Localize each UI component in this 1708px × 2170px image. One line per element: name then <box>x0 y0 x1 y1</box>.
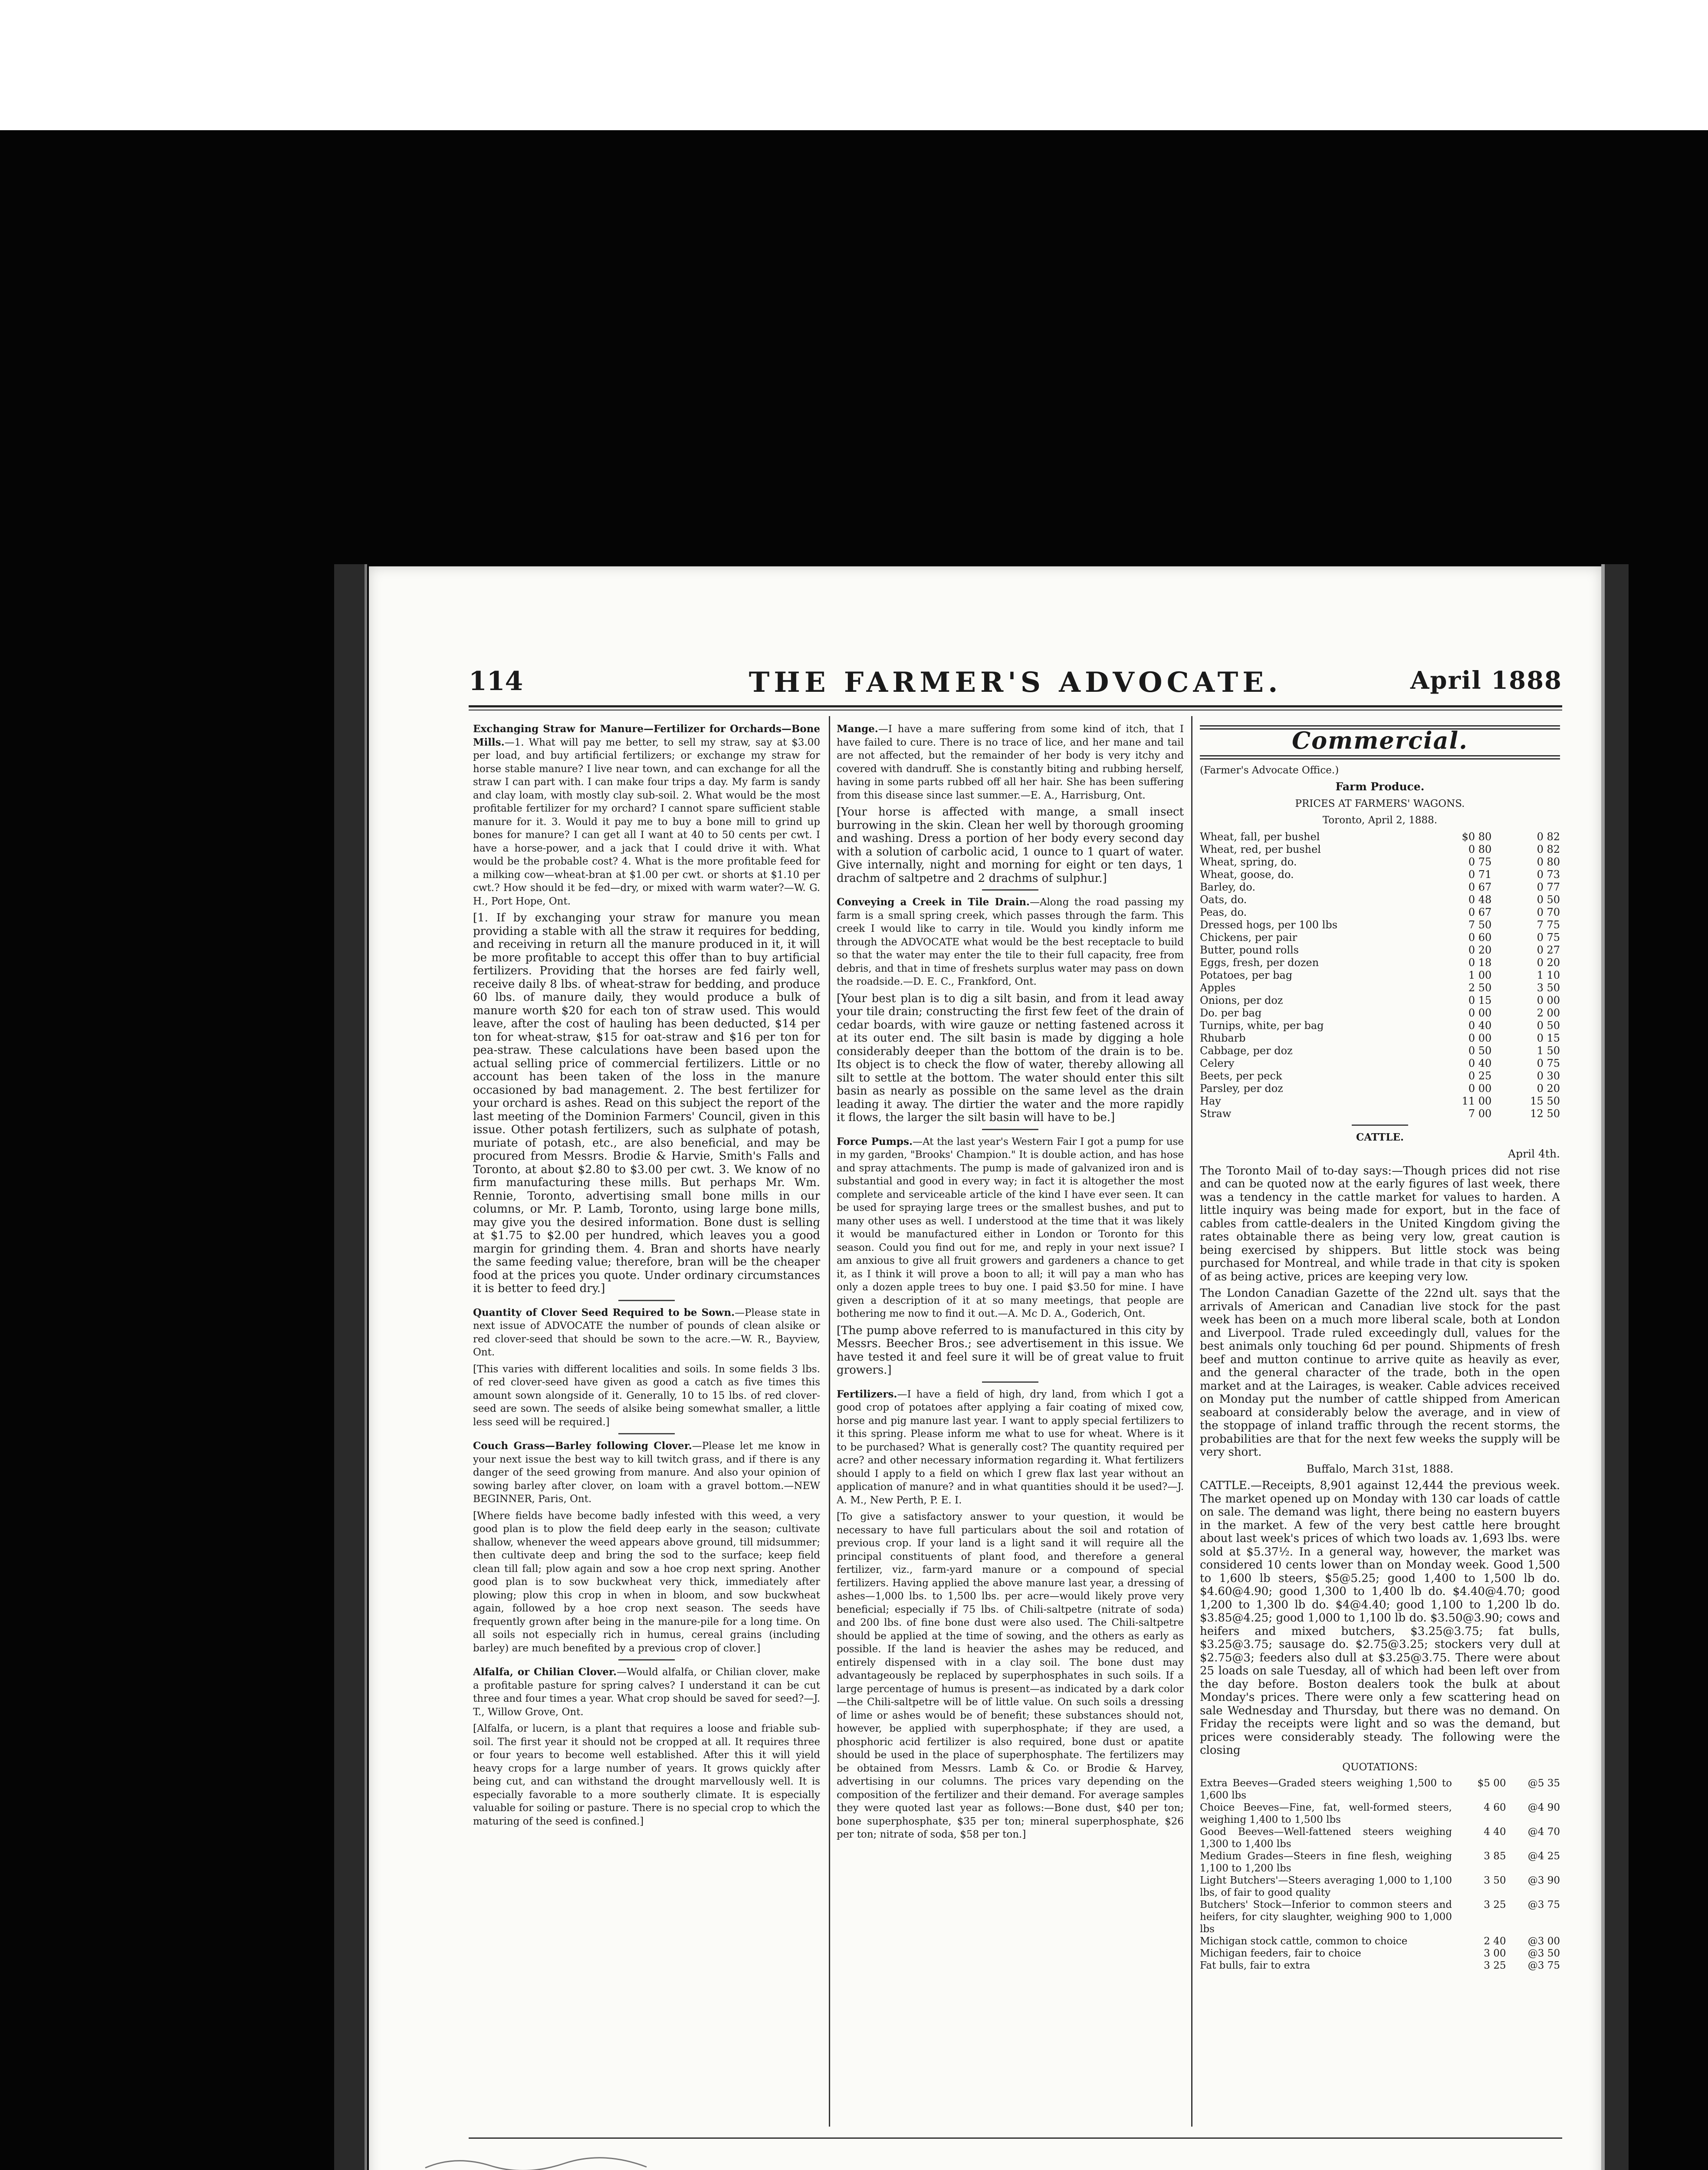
produce-price-table <box>1200 831 1560 1120</box>
item-name: Medium Grades—Steers in fine flesh, weighing 1,100 to 1,200 lbs <box>1200 1851 1452 1874</box>
price-high: @3 75 <box>1527 1899 1560 1910</box>
item-name: Onions, per doz <box>1200 994 1283 1006</box>
question-title: Fertilizers. <box>837 1388 897 1400</box>
question-text: —Please state in next issue of ADVOCATE the number of pounds of clean alsike or red clover-seed that should be sown to the acre.—W. R., Bayview, Ont. <box>473 1307 820 1358</box>
pencil-mark <box>421 2150 703 2170</box>
price-low: 0 50 <box>1468 1044 1492 1057</box>
price-low: 1 00 <box>1468 969 1492 981</box>
price-high: @4 90 <box>1527 1802 1560 1813</box>
price-low: 3 25 <box>1484 1899 1506 1910</box>
price-low: 0 67 <box>1468 906 1492 918</box>
item-name: Potatoes, per bag <box>1200 969 1293 981</box>
column-2 <box>837 723 1184 2133</box>
item-name: Choice Beeves—Fine, fat, well-formed steers, weighing 1,400 to 1,500 lbs <box>1200 1802 1452 1825</box>
divider <box>982 1129 1038 1130</box>
item-name: Rhubarb <box>1200 1032 1246 1044</box>
produce-row <box>1200 1045 1560 1057</box>
price-low: 7 00 <box>1468 1107 1492 1120</box>
column-3-commercial <box>1200 723 1560 2133</box>
price-low: 0 80 <box>1468 843 1492 855</box>
price-high: @4 25 <box>1527 1851 1560 1862</box>
item-name: Butchers' Stock—Inferior to common steers and heifers, for city slaughter, weighing 900 to 1,000 lbs <box>1200 1899 1452 1935</box>
price-low: 0 25 <box>1468 1069 1492 1082</box>
answer-mange: [Your horse is affected with mange, a small insect burrowing in the skin. Clean her well by thorough grooming and washing. Dress a portion of her body every second day with a solution of carbolic acid, 1 ounce to 1 quart of water. Give internally, night and morning for eight or ten days, 1 drachm of saltpetre and 2 drachms of sulphur.] <box>837 806 1184 885</box>
quotation-row <box>1200 1960 1560 1972</box>
quotation-row <box>1200 1935 1560 1947</box>
divider <box>618 1659 675 1660</box>
question-text: —I have a field of high, dry land, from which I got a good crop of potatoes after applying a fair coating of mixed cow, horse and pig manure last year. I want to apply special fertilizers to it this spring. Please inform me what to use for wheat. Where is it to be purchased? What is generally cost? The quantity required per acre? and other necessary information regarding it. What fertilizers should I apply to a field on which I grew flax last year without an application of manure? and in what quantities should it be used?—J. A. M., New Perth, P. E. I. <box>837 1388 1184 1506</box>
divider <box>982 1381 1038 1383</box>
produce-row <box>1200 1007 1560 1019</box>
produce-row <box>1200 982 1560 994</box>
produce-row <box>1200 994 1560 1007</box>
price-low: 11 00 <box>1462 1095 1492 1107</box>
item-name: Wheat, goose, do. <box>1200 868 1294 881</box>
item-name: Extra Beeves—Graded steers weighing 1,500 to 1,600 lbs <box>1200 1778 1452 1801</box>
price-high: 0 70 <box>1537 906 1560 918</box>
produce-row <box>1200 1019 1560 1032</box>
price-high: 0 77 <box>1537 881 1560 893</box>
item-name: Wheat, spring, do. <box>1200 855 1297 868</box>
price-high: 0 73 <box>1537 868 1560 881</box>
price-high: 15 50 <box>1530 1095 1560 1107</box>
price-low: 4 40 <box>1484 1826 1506 1838</box>
cattle-date: April 4th. <box>1508 1147 1560 1160</box>
price-high: 7 75 <box>1537 918 1560 931</box>
answer-straw-manure: [1. If by exchanging your straw for manure you mean providing a stable with all the straw it requires for bedding, and receiving in return all the manure produced in it, it will be more profitable to accept this offer than to buy artificial fertilizers. Providing that the horses are fed fairly well, receive daily 8 lbs. of wheat-straw for bedding, and produce 60 lbs. of manure daily, they would produce a bulk of manure worth $20 for each ton of straw used. This would leave, after the cost of hauling has been deducted, $14 per ton for wheat-straw, $15 for oat-straw and $16 per ton for pea-straw. These calculations have been based upon the actual selling price of commercial fertilizers. Little or no account has been taken of the loss in the manure occasioned by bad management. 2. The best fertilizer for your orchard is ashes. Read on this subject the report of the last meeting of the Dominion Farmers' Council, given in this issue. Other potash fertilizers, such as sulphate of potash, muriate of potash, etc., are also beneficial, and may be procured from Messrs. Brodie & Harvie, Smith's Falls and Toronto, at about $2.80 to $3.00 per cwt. 3. We know of no firm manufacturing these mills. But perhaps Mr. Wm. Rennie, Toronto, advertising small bone mills in our columns, or Mr. P. Lamb, Toronto, using large bone mills, may give you the desired information. Bone dust is selling at $1.75 to $2.00 per hundred, which leaves you a good margin for grinding them. 4. Bran and shorts have nearly the same feeding value; therefore, bran will be the cheaper food at the prices you quote. Under ordinary circumstances it is better to feed dry.] <box>473 911 820 1295</box>
price-low: 7 50 <box>1468 918 1492 931</box>
price-high: 0 82 <box>1537 843 1560 855</box>
price-low: 0 00 <box>1468 1006 1492 1019</box>
produce-row <box>1200 1057 1560 1070</box>
price-low: 2 50 <box>1468 981 1492 994</box>
question-text: —1. What will pay me better, to sell my straw, say at $3.00 per load, and buy artificial fertilizers; or exchange my straw for horse stable manure? I live near town, and can exchange for all the straw I can part with. I can make four trips a day. My farm is sandy and clay loam, with mostly clay sub-soil. 2. What would be the most profitable fertilizer for my orchard? I cannot spare sufficient stable manure for it. 3. Would it pay me to buy a bone mill to grind up bones for manure? I can get all I want at 40 to 50 cents per cwt. I have a horse-power, and a jack that I could drive it with. What would be the probable cost? 4. What is the more profitable feed for a milking cow—wheat-bran at $1.00 per cwt. or shorts at $1.10 per cwt.? How should it be fed—dry, or mixed with warm water?—W. G. H., Port Hope, Ont. <box>473 736 820 907</box>
quotation-row <box>1200 1850 1560 1874</box>
produce-row <box>1200 957 1560 969</box>
question-title: Mange. <box>837 723 878 735</box>
item-name: Light Butchers'—Steers averaging 1,000 to 1,100 lbs, of fair to good quality <box>1200 1875 1452 1898</box>
produce-row <box>1200 944 1560 957</box>
question-alfalfa <box>473 1666 820 1719</box>
question-text: —Would alfalfa, or Chilian clover, make a profitable pasture for spring calves? I understand it can be cut three and four times a year. What crop should be saved for seed?—J. T., Willow Grove, Ont. <box>473 1667 820 1718</box>
price-low: 0 40 <box>1468 1057 1492 1069</box>
item-name: Fat bulls, fair to extra <box>1200 1960 1311 1971</box>
price-high: 0 82 <box>1537 830 1560 843</box>
produce-row <box>1200 868 1560 881</box>
question-text: —Along the road passing my farm is a small spring creek, which passes through the farm. This creek I would like to carry in tile. Would you kindly inform me through the ADVOCATE what would be the best receptacle to build so that the water may enter the tile to their full capacity, free from debris, and that in time of freshets surplus water may pass on down the roadside.—D. E. C., Frankford, Ont. <box>837 897 1184 987</box>
produce-row <box>1200 856 1560 868</box>
page-number: 114 <box>469 666 523 697</box>
price-high: 3 50 <box>1537 981 1560 994</box>
price-low: 4 60 <box>1484 1802 1506 1813</box>
column-divider-1 <box>829 716 830 2127</box>
produce-row <box>1200 1082 1560 1095</box>
toronto-date: Toronto, April 2, 1888. <box>1322 815 1438 826</box>
price-low: 0 15 <box>1468 994 1492 1006</box>
farm-produce-title: Farm Produce. <box>1335 780 1425 793</box>
produce-row <box>1200 1108 1560 1120</box>
item-name: Michigan stock cattle, common to choice <box>1200 1936 1408 1947</box>
quotations-title: QUOTATIONS: <box>1342 1761 1418 1773</box>
cattle-report-london: The London Canadian Gazette of the 22nd ult. says that the arrivals of American and Canadian live stock for the past week has been on a much more liberal scale, both at London and Liverpool. Trade ruled exceedingly dull, values for the best animals only touching 6d per pound. Shipments of fresh beef and mutton continue to arrive quite as heavily as ever, and the general character of the trade, both in the open market and at the Lairages, is weaker. Cable advices received on Monday put the number of cattle shipped from American seaboard at considerably below the average, and in view of the stoppage of inland traffic through the recent storms, the probabilities are that for the next few weeks the supply will be very short. <box>1200 1287 1560 1459</box>
price-low: 0 40 <box>1468 1019 1492 1032</box>
price-low: 0 71 <box>1468 868 1492 881</box>
item-name: Michigan feeders, fair to choice <box>1200 1948 1361 1959</box>
price-low: 0 00 <box>1468 1082 1492 1095</box>
header-rule <box>469 705 1562 707</box>
divider <box>618 1433 675 1434</box>
item-name: Dressed hogs, per 100 lbs <box>1200 918 1338 931</box>
item-name: Hay <box>1200 1095 1221 1107</box>
price-low: 0 20 <box>1468 944 1492 956</box>
produce-row <box>1200 1095 1560 1108</box>
question-clover-seed <box>473 1306 820 1359</box>
price-high: 0 50 <box>1537 1019 1560 1032</box>
item-name: Cabbage, per doz <box>1200 1044 1293 1057</box>
column-divider-2 <box>1191 716 1192 2127</box>
price-high: 0 75 <box>1537 1057 1560 1069</box>
price-high: @3 90 <box>1527 1875 1560 1886</box>
quotation-row <box>1200 1802 1560 1826</box>
item-name: Beets, per peck <box>1200 1069 1282 1082</box>
question-text: —Please let me know in your next issue the best way to kill twitch grass, and if there is any danger of the seed growing from manure. And also your opinion of sowing barley after clover, on loam with a gravel bottom.—NEW BEGINNER, Paris, Ont. <box>473 1440 820 1505</box>
answer-alfalfa: [Alfalfa, or lucern, is a plant that requires a loose and friable sub-soil. The first year it should not be cropped at all. It requires three or four years to become well established. After this it will yield heavy crops for a large number of years. It grows quickly after being cut, and can withstand the drought marvellously well. It is especially favorable to a more southerly climate. It is especially valuable for soiling or pasture. There is no special crop to which the maturing of the seed is confined.] <box>473 1723 820 1827</box>
price-low: 0 67 <box>1468 881 1492 893</box>
quotation-row <box>1200 1874 1560 1899</box>
question-title: Conveying a Creek in Tile Drain. <box>837 896 1030 908</box>
price-high: @3 50 <box>1527 1948 1560 1959</box>
answer-couch-grass: [Where fields have become badly infested with this weed, a very good plan is to plow the field deep early in the season; cultivate shallow, whenever the weed appears above ground, till midsummer; then cultivate deep and bring the sod to the surface; keep field clean till fall; plow again and sow a hoe crop next spring. Another good plan is to sow buckwheat very thick, immediately after plowing; plow this crop in when in bloom, and sow buckwheat again, followed by a hoe crop next season. The seeds have frequently grown after being in the manure-pile for a long time. On all soils not especially rich in humus, cereal grains (including barley) are much benefited by a previous crop of clover.] <box>473 1510 820 1654</box>
answer-force-pumps: [The pump above referred to is manufactured in this city by Messrs. Beecher Bros.; see advertisement in this issue. We have tested it and feel sure it will be of great value to fruit growers.] <box>837 1324 1184 1377</box>
produce-row <box>1200 969 1560 982</box>
item-name: Chickens, per pair <box>1200 931 1297 944</box>
item-name: Parsley, per doz <box>1200 1082 1283 1095</box>
price-high: 0 30 <box>1537 1069 1560 1082</box>
commercial-title: Commercial. <box>1292 727 1468 754</box>
item-name: Barley, do. <box>1200 881 1255 893</box>
divider <box>618 1300 675 1301</box>
question-title: Exchanging Straw for Manure—Fertilizer for Orchards—Bone Mills. <box>473 723 820 748</box>
price-low: 3 00 <box>1484 1948 1506 1959</box>
item-name: Peas, do. <box>1200 906 1247 918</box>
page-header <box>469 666 1562 701</box>
price-high: 0 20 <box>1537 956 1560 969</box>
price-high: @4 70 <box>1527 1826 1560 1838</box>
price-high: 1 10 <box>1537 969 1560 981</box>
cattle-title: CATTLE. <box>1356 1131 1404 1143</box>
item-name: Do. per bag <box>1200 1006 1262 1019</box>
issue-date: April 1888 <box>1410 666 1562 695</box>
answer-clover-seed: [This varies with different localities and soils. In some fields 3 lbs. of red clover-seed have given as good a catch as five times this amount sown alongside of it. Generally, 10 to 15 lbs. of red clover-seed are sown. The seeds of alsike being somewhat smaller, a little less seed will be required.] <box>473 1363 820 1428</box>
item-name: Eggs, fresh, per dozen <box>1200 956 1319 969</box>
produce-row <box>1200 906 1560 919</box>
item-name: Good Beeves—Well-fattened steers weighing 1,300 to 1,400 lbs <box>1200 1826 1452 1850</box>
price-high: 0 50 <box>1537 893 1560 906</box>
price-low: $5 00 <box>1477 1778 1506 1789</box>
price-low: 0 60 <box>1468 931 1492 944</box>
cattle-report-toronto: The Toronto Mail of to-day says:—Though prices did not rise and can be quoted now at the early figures of last week, there was a tendency in the cattle market for values to harden. A little inquiry was being made for export, but in the face of cables from cattle-dealers in the United Kingdom giving the rates obtainable there as being very low, great caution is being exercised by shippers. But little stock was being purchased for Montreal, and while trade in that city is spoken of as being active, prices are keeping very low. <box>1200 1164 1560 1283</box>
answer-fertilizers: [To give a satisfactory answer to your question, it would be necessary to have full particulars about the soil and rotation of previous crop. If your land is a light sand it will require all the principal constituents of plant food, and therefore a general fertilizer, viz., farm-yard manure or a compound of special fertilizers. Having applied the above manure last year, a dressing of ashes—1,000 lbs. to 1,500 lbs. per acre—would likely prove very beneficial; especially if 75 lbs. of Chili-saltpetre (nitrate of soda) and 200 lbs. of fine bone dust were also used. The Chili-saltpetre should be applied at the time of sowing, and the others as early as possible. If the land is heavier the ashes may be reduced, and entirely dispensed with in a clay soil. The bone dust may advantageously be replaced by superphosphates in such soils. If a large percentage of humus is present—as indicated by a dark color—the Chili-saltpetre will be of little value. On such soils a dressing of lime or ashes would be of benefit; these substances should not, however, be applied with superphosphate; if they are used, a phosphoric acid fertilizer is also required, bone dust or apatite should be used in the place of superphosphate. The fertilizers may be obtained from Messrs. Lamb & Co. or Brodie & Harvey, advertising in our columns. The prices vary depending on the composition of the fertilizer and their demand. For average samples they were quoted last year as follows:—Bone dust, $40 per ton; bone superphosphate, $35 per ton; mineral superphosphate, $26 per ton; nitrate of soda, $58 per ton.] <box>837 1511 1184 1840</box>
price-low: 0 18 <box>1468 956 1492 969</box>
produce-row <box>1200 1070 1560 1082</box>
price-low: 0 00 <box>1468 1032 1492 1044</box>
quotation-row <box>1200 1947 1560 1960</box>
question-title: Force Pumps. <box>837 1135 913 1147</box>
price-high: 0 15 <box>1537 1032 1560 1044</box>
price-high: 0 00 <box>1537 994 1560 1006</box>
item-name: Turnips, white, per bag <box>1200 1019 1324 1032</box>
quotation-row <box>1200 1899 1560 1935</box>
produce-row <box>1200 1032 1560 1045</box>
question-text: —I have a mare suffering from some kind of itch, that I have failed to cure. There is no trace of lice, and her mane and tail are not affected, but the remainder of her body is very itchy and covered with dandruff. She is constantly biting and rubbing herself, having in some parts rubbed off all her hair. She has been suffering from this disease since last summer.—E. A., Harrisburg, Ont. <box>837 723 1184 801</box>
produce-row <box>1200 894 1560 906</box>
price-low: $0 80 <box>1462 830 1492 843</box>
produce-row <box>1200 931 1560 944</box>
item-name: Oats, do. <box>1200 893 1247 906</box>
newspaper-page <box>369 566 1601 2170</box>
quotation-row <box>1200 1826 1560 1850</box>
quotation-row <box>1200 1777 1560 1802</box>
answer-tile-drain: [Your best plan is to dig a silt basin, and from it lead away your tile drain; constructing the first few feet of the drain of cedar boards, with wire gauze or netting fastened across it at its outer end. The silt basin is made by digging a hole considerably deeper than the bottom of the drain is to be. Its object is to check the flow of water, thereby allowing all silt to settle at the bottom. The water should enter this silt basin as nearly as possible on the same level as the drain leading it away. The dirtier the water and the more rapidly it flows, the larger the silt basin will have to be.] <box>837 992 1184 1124</box>
price-low: 3 85 <box>1484 1851 1506 1862</box>
item-name: Wheat, red, per bushel <box>1200 843 1321 855</box>
question-title: Couch Grass—Barley following Clover. <box>473 1440 692 1452</box>
question-tile-drain <box>837 896 1184 989</box>
price-low: 2 40 <box>1484 1936 1506 1947</box>
item-name: Celery <box>1200 1057 1235 1069</box>
question-couch-grass <box>473 1440 820 1506</box>
question-force-pumps <box>837 1135 1184 1321</box>
price-high: 0 27 <box>1537 944 1560 956</box>
book-spine-right <box>1601 564 1629 2170</box>
price-low: 3 25 <box>1484 1960 1506 1971</box>
price-high: 0 20 <box>1537 1082 1560 1095</box>
buffalo-date: Buffalo, March 31st, 1888. <box>1306 1462 1454 1475</box>
price-high: 1 50 <box>1537 1044 1560 1057</box>
question-fertilizers <box>837 1388 1184 1507</box>
question-title: Quantity of Clover Seed Required to be Sown. <box>473 1306 735 1318</box>
divider <box>982 889 1038 891</box>
price-high: @3 75 <box>1527 1960 1560 1971</box>
produce-row <box>1200 843 1560 856</box>
price-high: @5 35 <box>1527 1778 1560 1789</box>
page-bottom-rule <box>469 2137 1562 2139</box>
price-low: 0 48 <box>1468 893 1492 906</box>
price-high: 2 00 <box>1537 1006 1560 1019</box>
question-straw-manure <box>473 723 820 908</box>
question-mange <box>837 723 1184 802</box>
price-high: @3 00 <box>1527 1936 1560 1947</box>
item-name: Butter, pound rolls <box>1200 944 1299 956</box>
price-low: 0 75 <box>1468 855 1492 868</box>
price-low: 3 50 <box>1484 1875 1506 1886</box>
question-title: Alfalfa, or Chilian Clover. <box>473 1666 617 1678</box>
masthead: THE FARMER'S ADVOCATE. <box>749 666 1282 699</box>
section-rule <box>1200 755 1560 760</box>
price-high: 12 50 <box>1530 1107 1560 1120</box>
produce-row <box>1200 881 1560 894</box>
item-name: Wheat, fall, per bushel <box>1200 830 1320 843</box>
quotations-table <box>1200 1777 1560 1972</box>
office-line: (Farmer's Advocate Office.) <box>1200 764 1339 776</box>
item-name: Straw <box>1200 1107 1232 1120</box>
price-high: 0 80 <box>1537 855 1560 868</box>
buffalo-report: CATTLE.—Receipts, 8,901 against 12,444 the previous week. The market opened up on Monday with 130 car loads of cattle on sale. The demand was light, there being no eastern buyers in the market. A few of the very best cattle here brought about last week's prices of which two loads av. 1,693 lbs. were sold at $5.37½. In a general way, however, the market was considered 10 cents lower than on Monday week. Good 1,500 to 1,600 lb steers, $5@5.25; good 1,400 to 1,500 lb do. $4.60@4.90; good 1,300 to 1,400 lb do. $4.40@4.70; good 1,200 to 1,300 lb do. $4@4.40; good 1,100 to 1,200 lb do. $3.85@4.25; good 1,000 to 1,100 lb do. $3.50@3.90; cows and heifers and mixed butchers, $3.25@3.75; fat bulls, $3.25@3.75; sausage do. $2.75@3.25; stockers very dull at $2.75@3; feeders also dull at $3.25@3.75. There were about 25 loads on sale Tuesday, all of which had been left over from the day before. Boston dealers took the bulk at about Monday's prices. There were only a few scattering head on sale Wednesday and Thursday, but there was no demand. On Friday the receipts were light and so was the demand, but prices were considerably steady. The following were the closing <box>1200 1479 1560 1757</box>
produce-row <box>1200 919 1560 931</box>
price-high: 0 75 <box>1537 931 1560 944</box>
question-text: —At the last year's Western Fair I got a pump for use in my garden, "Brooks' Champion." It is double action, and has hose and spray attachments. The pump is made of galvanized iron and is substantial and good in every way; in fact it is altogether the most complete and serviceable article of the kind I have ever seen. It can be used for spraying large trees or the smallest bushes, and put to many other uses as well. I understood at the time that it was likely it would be manufactured either in London or Toronto for this season. Could you find out for me, and reply in your next issue? I am anxious to give all fruit growers and gardeners a chance to get it, as I think it will prove a boon to all; it will pay a man who has only a dozen apple trees to buy one. I paid $3.50 for mine. I have given a description of it at so many meetings, that people are bothering me now to find it out.—A. Mc D. A., Goderich, Ont. <box>837 1136 1184 1319</box>
produce-row <box>1200 831 1560 843</box>
column-1 <box>473 723 820 2133</box>
item-name: Apples <box>1200 981 1236 994</box>
book-page-edges <box>334 564 367 2170</box>
divider <box>1352 1124 1408 1126</box>
prices-title: PRICES AT FARMERS' WAGONS. <box>1295 798 1465 809</box>
